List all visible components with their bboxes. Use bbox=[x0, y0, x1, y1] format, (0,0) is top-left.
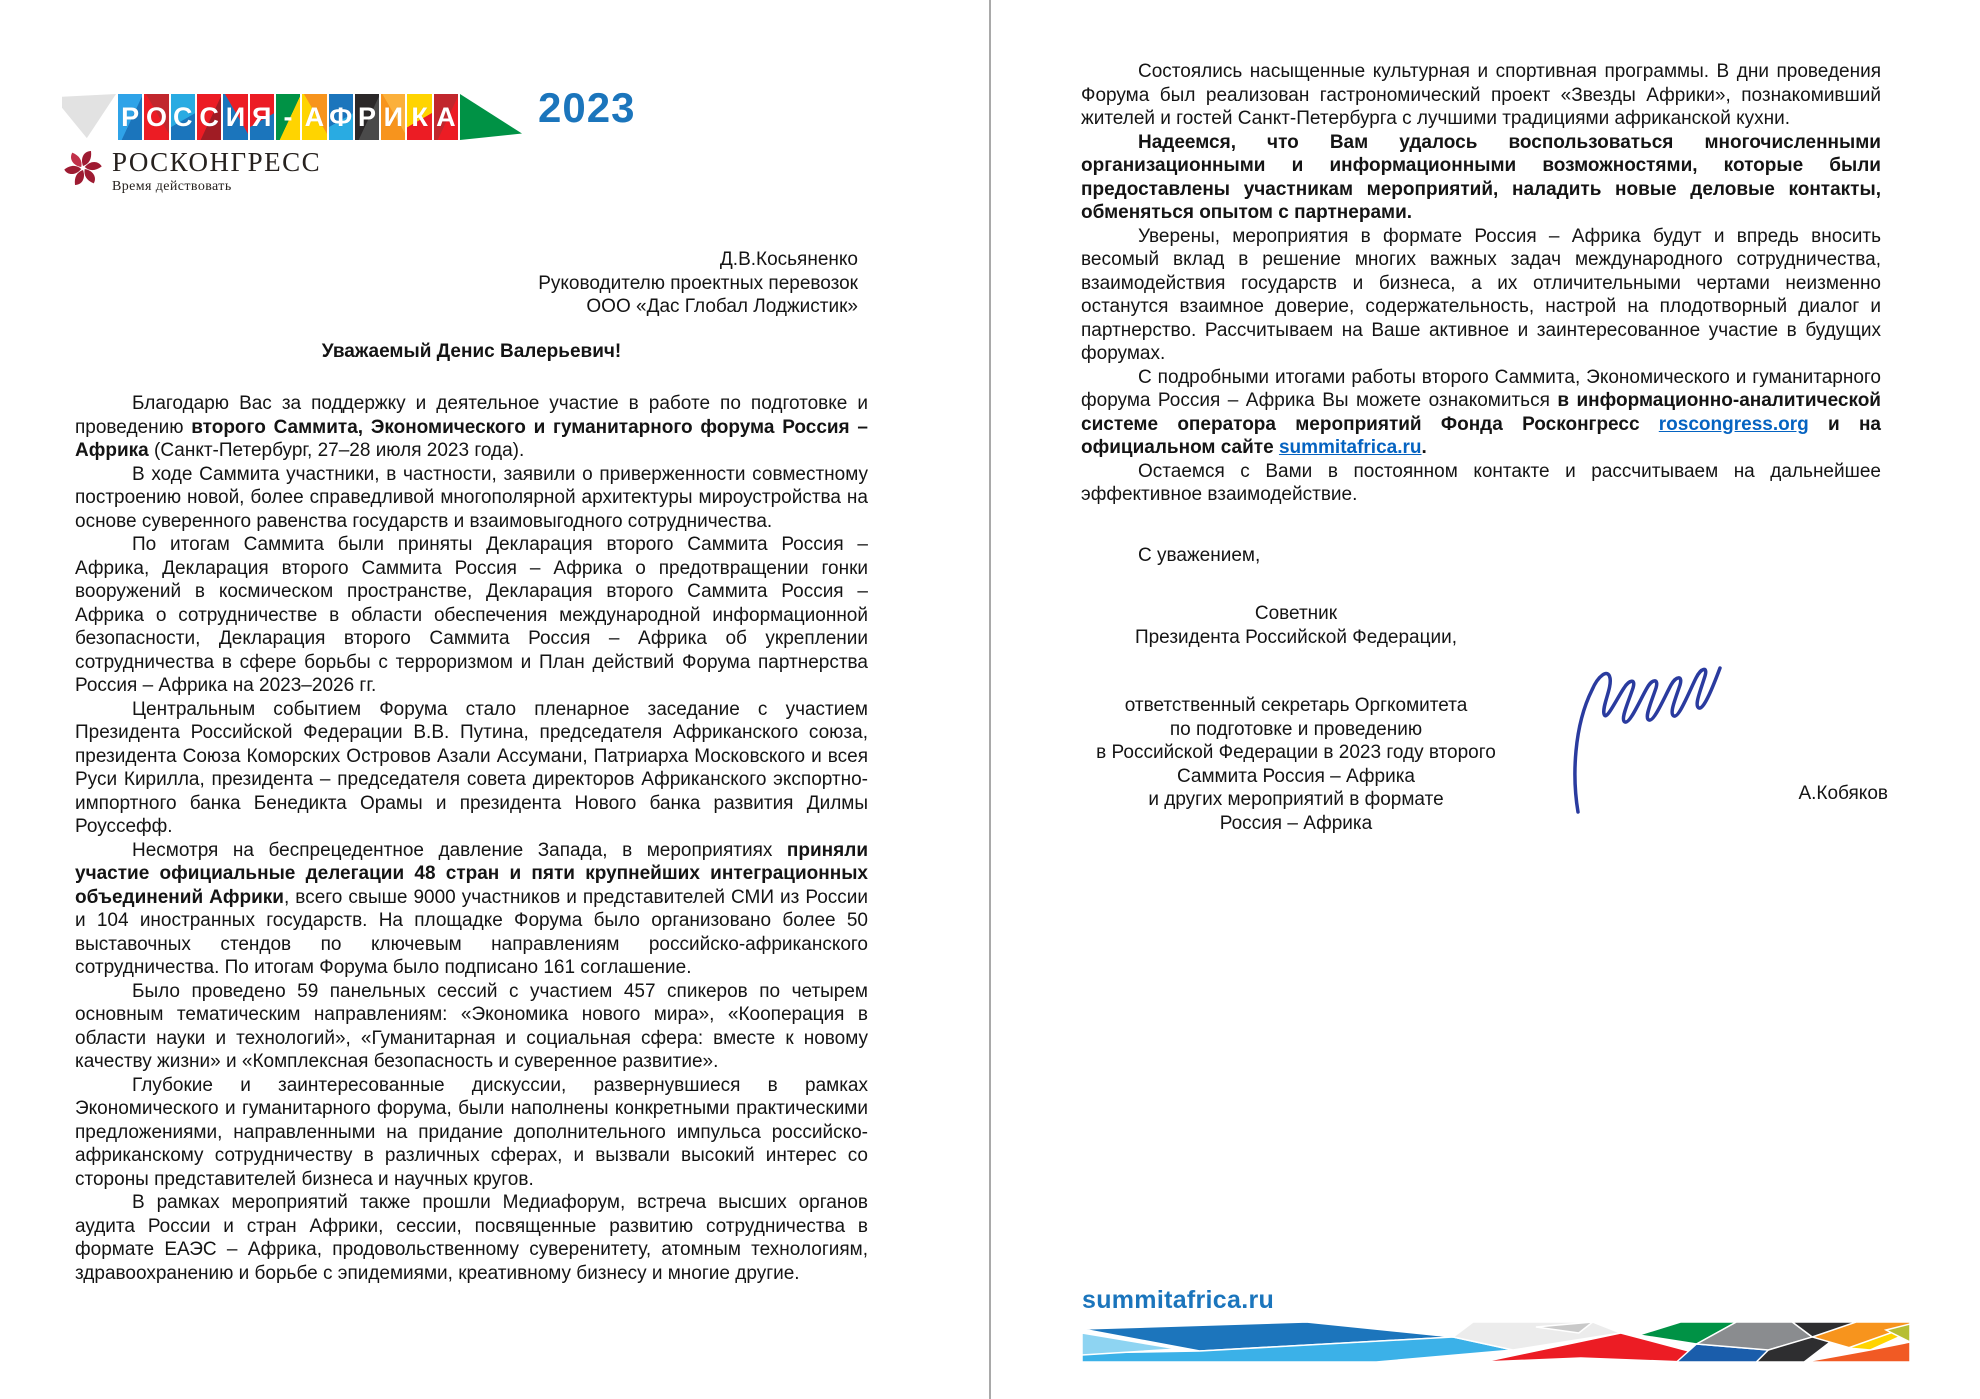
paragraph bbox=[1081, 131, 1881, 225]
logo-letter-tile: - bbox=[276, 94, 300, 140]
letter-page-1 bbox=[0, 0, 989, 1399]
hyperlink[interactable]: roscongress.org bbox=[1658, 413, 1809, 435]
paragraph bbox=[1081, 460, 1881, 507]
text-line: ООО «Дас Глобал Лоджистик» bbox=[586, 296, 858, 317]
text-run: Глубокие и заинтересованные дискуссии, развернувшиеся в рамках Экономического и гуманитарного форума, были наполнены конкретными практическими предложениями, направленными на придание дополнительного импульса российско-африканскому сотрудничеству в различных сферах, и вызвали высокий интерес со стороны представителей бизнеса и научных кругов. bbox=[75, 1074, 868, 1190]
paragraph bbox=[75, 1074, 868, 1192]
logo-letter-tile: И bbox=[381, 94, 405, 140]
text-line: ответственный секретарь Оргкомитета bbox=[1124, 695, 1468, 716]
paragraph bbox=[75, 463, 868, 534]
text-run: и на официальном сайте bbox=[1081, 413, 1881, 458]
logo-letter-tile: А bbox=[434, 94, 458, 140]
spacer bbox=[1081, 649, 1511, 694]
text-run: Остаемся с Вами в постоянном контакте и рассчитываем на дальнейшее эффективное взаимодействие. bbox=[1081, 460, 1881, 505]
letter-body-page1 bbox=[75, 392, 868, 1285]
footer-website[interactable]: summitafrica.ru bbox=[1082, 1286, 1275, 1314]
logo-letter-tile: О bbox=[144, 94, 168, 140]
hyperlink[interactable]: summitafrica.ru bbox=[1278, 437, 1422, 458]
text-run: Уверены, мероприятия в формате Россия – Африка будут и впредь вносить весомый вклад в решение многих важных задач международного сотрудничества, взаимодействия государств и бизнеса, а их отличительными чертами неизменно останутся взаимное доверие, содержательность, настрой на плодотворный диалог и партнерство. Рассчитываем на Ваше активное и заинтересованное участие в будущих форумах. bbox=[1081, 225, 1881, 364]
text-run: В ходе Саммита участники, в частности, заявили о приверженности совместному построению новой, более справедливой многополярной архитектуры мироустройства на основе суверенного равенства государств и взаимовыгодного сотрудничества. bbox=[75, 463, 868, 532]
logo-letter-tile: И bbox=[223, 94, 247, 140]
logo-letter-tile: К bbox=[407, 94, 431, 140]
salutation: Уважаемый Денис Валерьевич! bbox=[321, 341, 622, 362]
footer-mosaic-stripe bbox=[1082, 1322, 1910, 1364]
paragraph bbox=[75, 839, 868, 980]
text-line: Д.В.Косьяненко bbox=[719, 249, 858, 270]
logo-letter-tile: Р bbox=[118, 94, 142, 140]
text-run: С подробными итогами работы второго Саммита, Экономического и гуманитарного форума Россия – Африка Вы можете ознакомиться bbox=[1081, 366, 1881, 411]
logo-letter-tile: Р bbox=[355, 94, 379, 140]
text-run: Центральным событием Форума стало пленарное заседание с участием Президента Российской Федерации В.В. Путина, председателя Африканского союза, президента Союза Коморских Островов Азали Ассумани, Патриарха Московского и всея Руси Кирилла, президента – председателя совета директоров Африканского экспортно-импортного банка Бенедикта Орамы и президента Нового банка развития Дилмы Роуссефф. bbox=[75, 698, 868, 837]
text-line: в Российской Федерации в 2023 году второго bbox=[1096, 742, 1496, 763]
logo-letter-tile: Я bbox=[250, 94, 274, 140]
logo-letter-tile: С bbox=[171, 94, 195, 140]
russia-africa-logo bbox=[62, 94, 522, 140]
logo-lead-triangle-icon bbox=[62, 94, 116, 140]
text-run: (Санкт-Петербург, 27–28 июля 2023 года). bbox=[148, 440, 525, 461]
logo-year: 2023 bbox=[538, 84, 636, 131]
letter-page-2 bbox=[991, 0, 1980, 1399]
paragraph bbox=[1081, 366, 1881, 460]
text-line: Руководителю проектных перевозок bbox=[538, 272, 858, 294]
paragraph bbox=[75, 698, 868, 839]
logo-letter-tile: С bbox=[197, 94, 221, 140]
text-run: , всего свыше 9000 участников и представителей СМИ из России и 104 иностранных государств. На площадке Форума было организовано более 50 выставочных стендов по ключевым направлениям российско-африканского сотрудничества. По итогам Форума было подписано 161 соглашение. bbox=[75, 886, 869, 978]
paragraph bbox=[1081, 60, 1881, 131]
logo-tail-triangle-icon bbox=[460, 94, 522, 140]
letter-body-page2 bbox=[1081, 60, 1881, 507]
roscongress-wordmark: РОСКОНГРЕСС bbox=[112, 147, 322, 177]
paragraph bbox=[75, 1191, 868, 1285]
text-run: приняли участие официальные делегации 48 стран и пяти крупнейших интеграционных объединений Африки bbox=[75, 839, 868, 908]
logo-letter-tile: Ф bbox=[329, 94, 353, 140]
paragraph bbox=[75, 980, 868, 1074]
text-run: Состоялись насыщенные культурная и спортивная программы. В дни проведения Форума был реализован гастрономический проект «Звезды Африки», познакомивший жителей и гостей Санкт-Петербурга с лучшими традициями африканской кухни. bbox=[1081, 61, 1881, 129]
text-line: и других мероприятий в формате bbox=[1148, 789, 1444, 810]
closing-line: С уважением, bbox=[1138, 545, 1261, 566]
roscongress-pinwheel-icon bbox=[62, 147, 104, 189]
paragraph bbox=[1081, 225, 1881, 366]
text-run: . bbox=[1421, 437, 1427, 458]
text-line: Советник bbox=[1254, 603, 1338, 624]
text-line: по подготовке и проведению bbox=[1169, 718, 1423, 740]
paragraph bbox=[75, 392, 868, 463]
text-run: По итогам Саммита были приняты Декларация второго Саммита Россия – Африка, Декларация второго Саммита Россия – Африка о предотвращении гонки вооружений в космическом пространстве, Декларация второго Саммита Россия – Африка о сотрудничестве в области обеспечения международной информационной безопасности, Декларация второго Саммита Россия – Африка об укреплении сотрудничества в сфере борьбы с терроризмом и План действий Форума партнерства Россия – Африка на 2023–2026 гг. bbox=[75, 534, 868, 696]
text-run: в информационно-аналитической системе оператора мероприятий Фонда Росконгресс bbox=[1081, 390, 1881, 435]
text-run: Несмотря на беспрецедентное давление Запада, в мероприятиях bbox=[132, 839, 787, 861]
addressee-block bbox=[538, 248, 858, 319]
text-run: второго Саммита, Экономического и гуманитарного форума Россия – Африка bbox=[75, 416, 868, 461]
text-run: Благодарю Вас за поддержку и деятельное участие в работе по подготовке и проведению bbox=[75, 393, 868, 438]
text-line: Саммита Россия – Африка bbox=[1176, 765, 1415, 787]
signature-title-block bbox=[1081, 602, 1511, 835]
paragraph bbox=[75, 533, 868, 698]
roscongress-tagline: Время действовать bbox=[112, 179, 232, 194]
text-line: Президента Российской Федерации, bbox=[1134, 626, 1458, 648]
logo-letter-tile: А bbox=[302, 94, 326, 140]
text-run: Было проведено 59 панельных сессий с участием 457 спикеров по четырем основным тематическим направлениям: «Экономика нового мира», «Кооперация в области науки и технологий», «Гуманитарная и социальная сфера: вместе к новому качеству жизни» и «Комплексная безопасность и суверенное развитие». bbox=[75, 980, 868, 1072]
handwritten-signature bbox=[1568, 646, 1728, 816]
text-run: Надеемся, что Вам удалось воспользоваться многочисленными организационными и информационными возможностями, которые были предоставлены участникам мероприятий, наладить новые деловые контакты, обменяться опытом с партнерами. bbox=[1081, 131, 1881, 223]
text-run: В рамках мероприятий также прошли Медиафорум, встреча высших органов аудита России и стран Африки, сессии, посвященные развитию сотрудничества в формате ЕАЭС – Африка, продовольственному суверенитету, атомным технологиям, здравоохранению и борьбе с эпидемиями, креативному бизнесу и многие другие. bbox=[75, 1192, 868, 1284]
text-line: Россия – Африка bbox=[1219, 812, 1373, 834]
signer-name: А.Кобяков bbox=[1798, 783, 1888, 804]
roscongress-logo bbox=[62, 147, 321, 195]
